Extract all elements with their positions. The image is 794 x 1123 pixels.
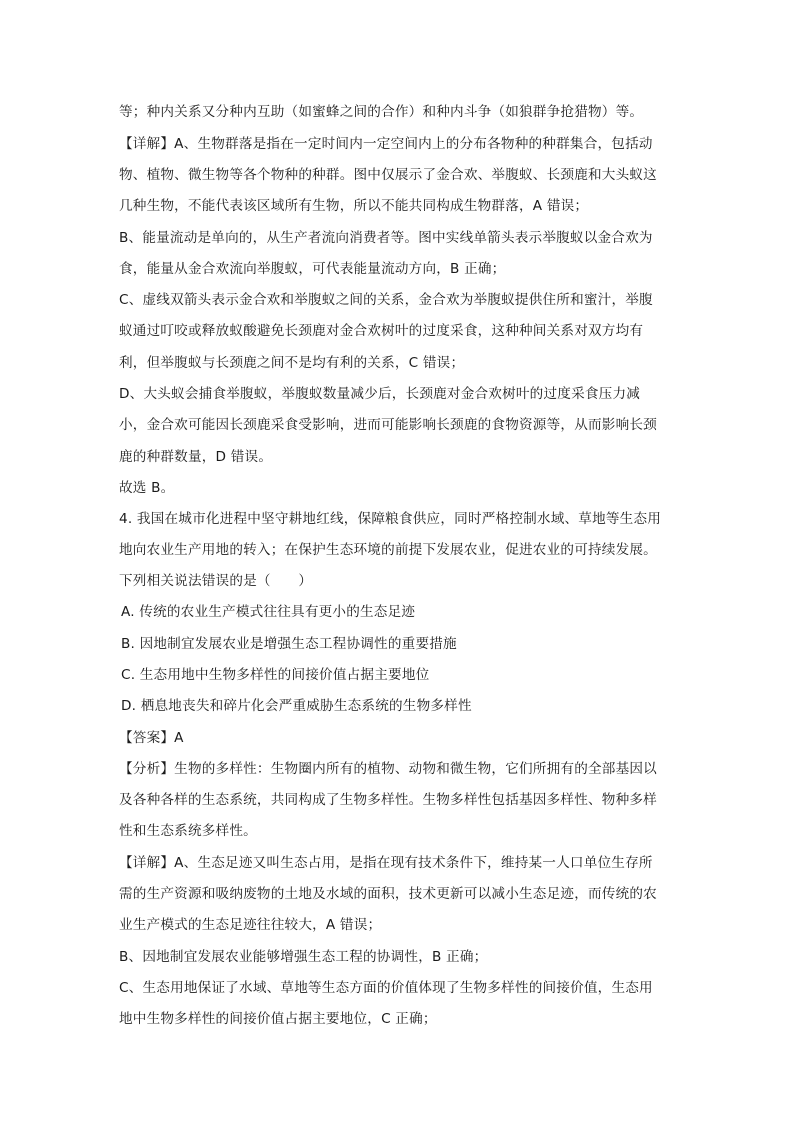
- question-stem-line: 下列相关说法错误的是（ ）: [119, 573, 313, 589]
- question-stem-line: 4. 我国在城市化进程中坚守耕地红线，保障粮食供应，同时严格控制水域、草地等生态用: [119, 511, 662, 527]
- option-b: B. 因地制宜发展农业是增强生态工程协调性的重要措施: [121, 636, 457, 652]
- text-line: 食，能量从金合欢流向举腹蚁，可代表能量流动方向，B 正确；: [119, 261, 506, 277]
- text-line: 等；种内关系又分种内互助（如蜜蜂之间的合作）和种内斗争（如狼群争抢猎物）等。: [119, 104, 644, 120]
- text-line: B、能量流动是单向的，从生产者流向消费者等。图中实线单箭头表示举腹蚁以金合欢为: [119, 230, 653, 246]
- text-line: 【详解】A、生物群落是指在一定时间内一定空间内上的分布各物种的种群集合，包括动: [119, 136, 653, 152]
- analysis-line: 性和生态系统多样性。: [119, 823, 257, 839]
- detail-line: C、生态用地保证了水域、草地等生态方面的价值体现了生物多样性的间接价值，生态用: [119, 980, 653, 996]
- option-a: A. 传统的农业生产模式往往具有更小的生态足迹: [121, 604, 416, 620]
- text-line: 故选 B。: [119, 480, 175, 496]
- question-stem-line: 地向农业生产用地的转入；在保护生态环境的前提下发展农业，促进农业的可持续发展。: [119, 542, 657, 558]
- detail-line: B、因地制宜发展农业能够增强生态工程的协调性，B 正确；: [119, 949, 488, 965]
- text-line: 小，金合欢可能因长颈鹿采食受影响，进而可能影响长颈鹿的食物资源等，从而影响长颈: [119, 417, 657, 433]
- text-line: D、大头蚁会捕食举腹蚁，举腹蚁数量减少后，长颈鹿对金合欢树叶的过度采食压力减: [119, 386, 641, 402]
- text-line: 蚁通过叮咬或释放蚁酸避免长颈鹿对金合欢树叶的过度采食，这种种间关系对双方均有: [119, 323, 644, 339]
- detail-line: 业生产模式的生态足迹往往较大，A 错误；: [119, 917, 382, 933]
- analysis-line: 【分析】生物的多样性：生物圈内所有的植物、动物和微生物，它们所拥有的全部基因以: [119, 761, 657, 777]
- answer-line: 【答案】A: [119, 730, 184, 746]
- detail-line: 需的生产资源和吸纳废物的土地及水域的面积，技术更新可以减小生态足迹，而传统的农: [119, 886, 657, 902]
- detail-line: 地中生物多样性的间接价值占据主要地位，C 正确；: [119, 1011, 437, 1027]
- option-c: C. 生态用地中生物多样性的间接价值占据主要地位: [121, 667, 430, 683]
- text-line: 鹿的种群数量，D 错误。: [119, 449, 273, 465]
- text-line: 几种生物，不能代表该区域所有生物，所以不能共同构成生物群落，A 错误；: [119, 198, 589, 214]
- analysis-line: 及各种各样的生态系统，共同构成了生物多样性。生物多样性包括基因多样性、物种多样: [119, 792, 657, 808]
- text-line: C、虚线双箭头表示金合欢和举腹蚁之间的关系，金合欢为举腹蚁提供住所和蜜汁，举腹: [119, 292, 653, 308]
- text-line: 物、植物、微生物等各个物种的种群。图中仅展示了金合欢、举腹蚁、长颈鹿和大头蚁这: [119, 167, 657, 183]
- option-d: D. 栖息地丧失和碎片化会严重威胁生态系统的生物多样性: [121, 698, 472, 714]
- text-line: 利，但举腹蚁与长颈鹿之间不是均有利的关系，C 错误；: [119, 355, 465, 371]
- detail-line: 【详解】A、生态足迹又叫生态占用，是指在现有技术条件下，维持某一人口单位生存所: [119, 855, 653, 871]
